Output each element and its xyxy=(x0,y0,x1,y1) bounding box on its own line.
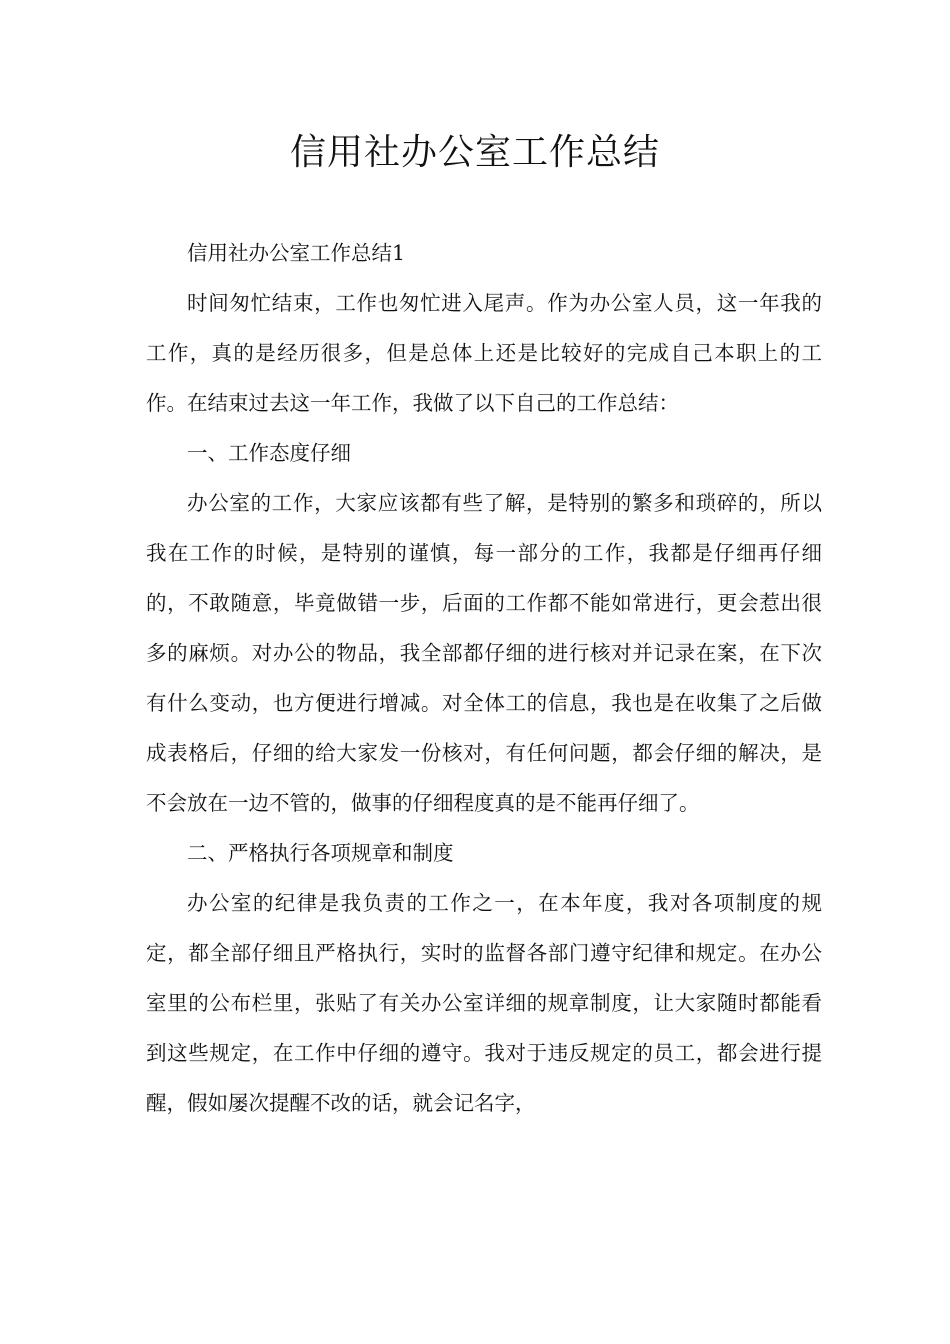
discipline-paragraph: 办公室的纪律是我负责的工作之一，在本年度，我对各项制度的规定，都全部仔细且严格执行，实时的监督各部门遵守纪律和规定。在办公室里的公布栏里，张贴了有关办公室详细的规章制度，让大家随时都能看到这些规定，在工作中仔细的遵守。我对于违反规定的员工，都会进行提醒，假如屡次提醒不改的话，就会记名字， xyxy=(146,891,822,1115)
subsection-heading-1: 一、工作态度仔细 xyxy=(187,441,351,465)
document-title: 信用社办公室工作总结 xyxy=(289,132,660,173)
intro-paragraph: 时间匆忙结束，工作也匆忙进入尾声。作为办公室人员，这一年我的工作，真的是经历很多，但是总体上还是比较好的完成自己本职上的工作。在结束过去这一年工作，我做了以下自己的工作总结： xyxy=(146,291,822,415)
section-heading-1: 信用社办公室工作总结1 xyxy=(187,241,406,265)
subsection-heading-2: 二、严格执行各项规章和制度 xyxy=(187,841,454,865)
document-body xyxy=(146,228,822,1128)
work-attitude-paragraph: 办公室的工作，大家应该都有些了解，是特别的繁多和琐碎的，所以我在工作的时候，是特别的谨慎，每一部分的工作，我都是仔细再仔细的，不敢随意，毕竟做错一步，后面的工作都不能如常进行，更会惹出很多的麻烦。对办公的物品，我全部都仔细的进行核对并记录在案，在下次有什么变动，也方便进行增减。对全体工的信息，我也是在收集了之后做成表格后，仔细的给大家发一份核对，有任何问题，都会仔细的解决，是不会放在一边不管的，做事的仔细程度真的是不能再仔细了。 xyxy=(146,491,822,815)
